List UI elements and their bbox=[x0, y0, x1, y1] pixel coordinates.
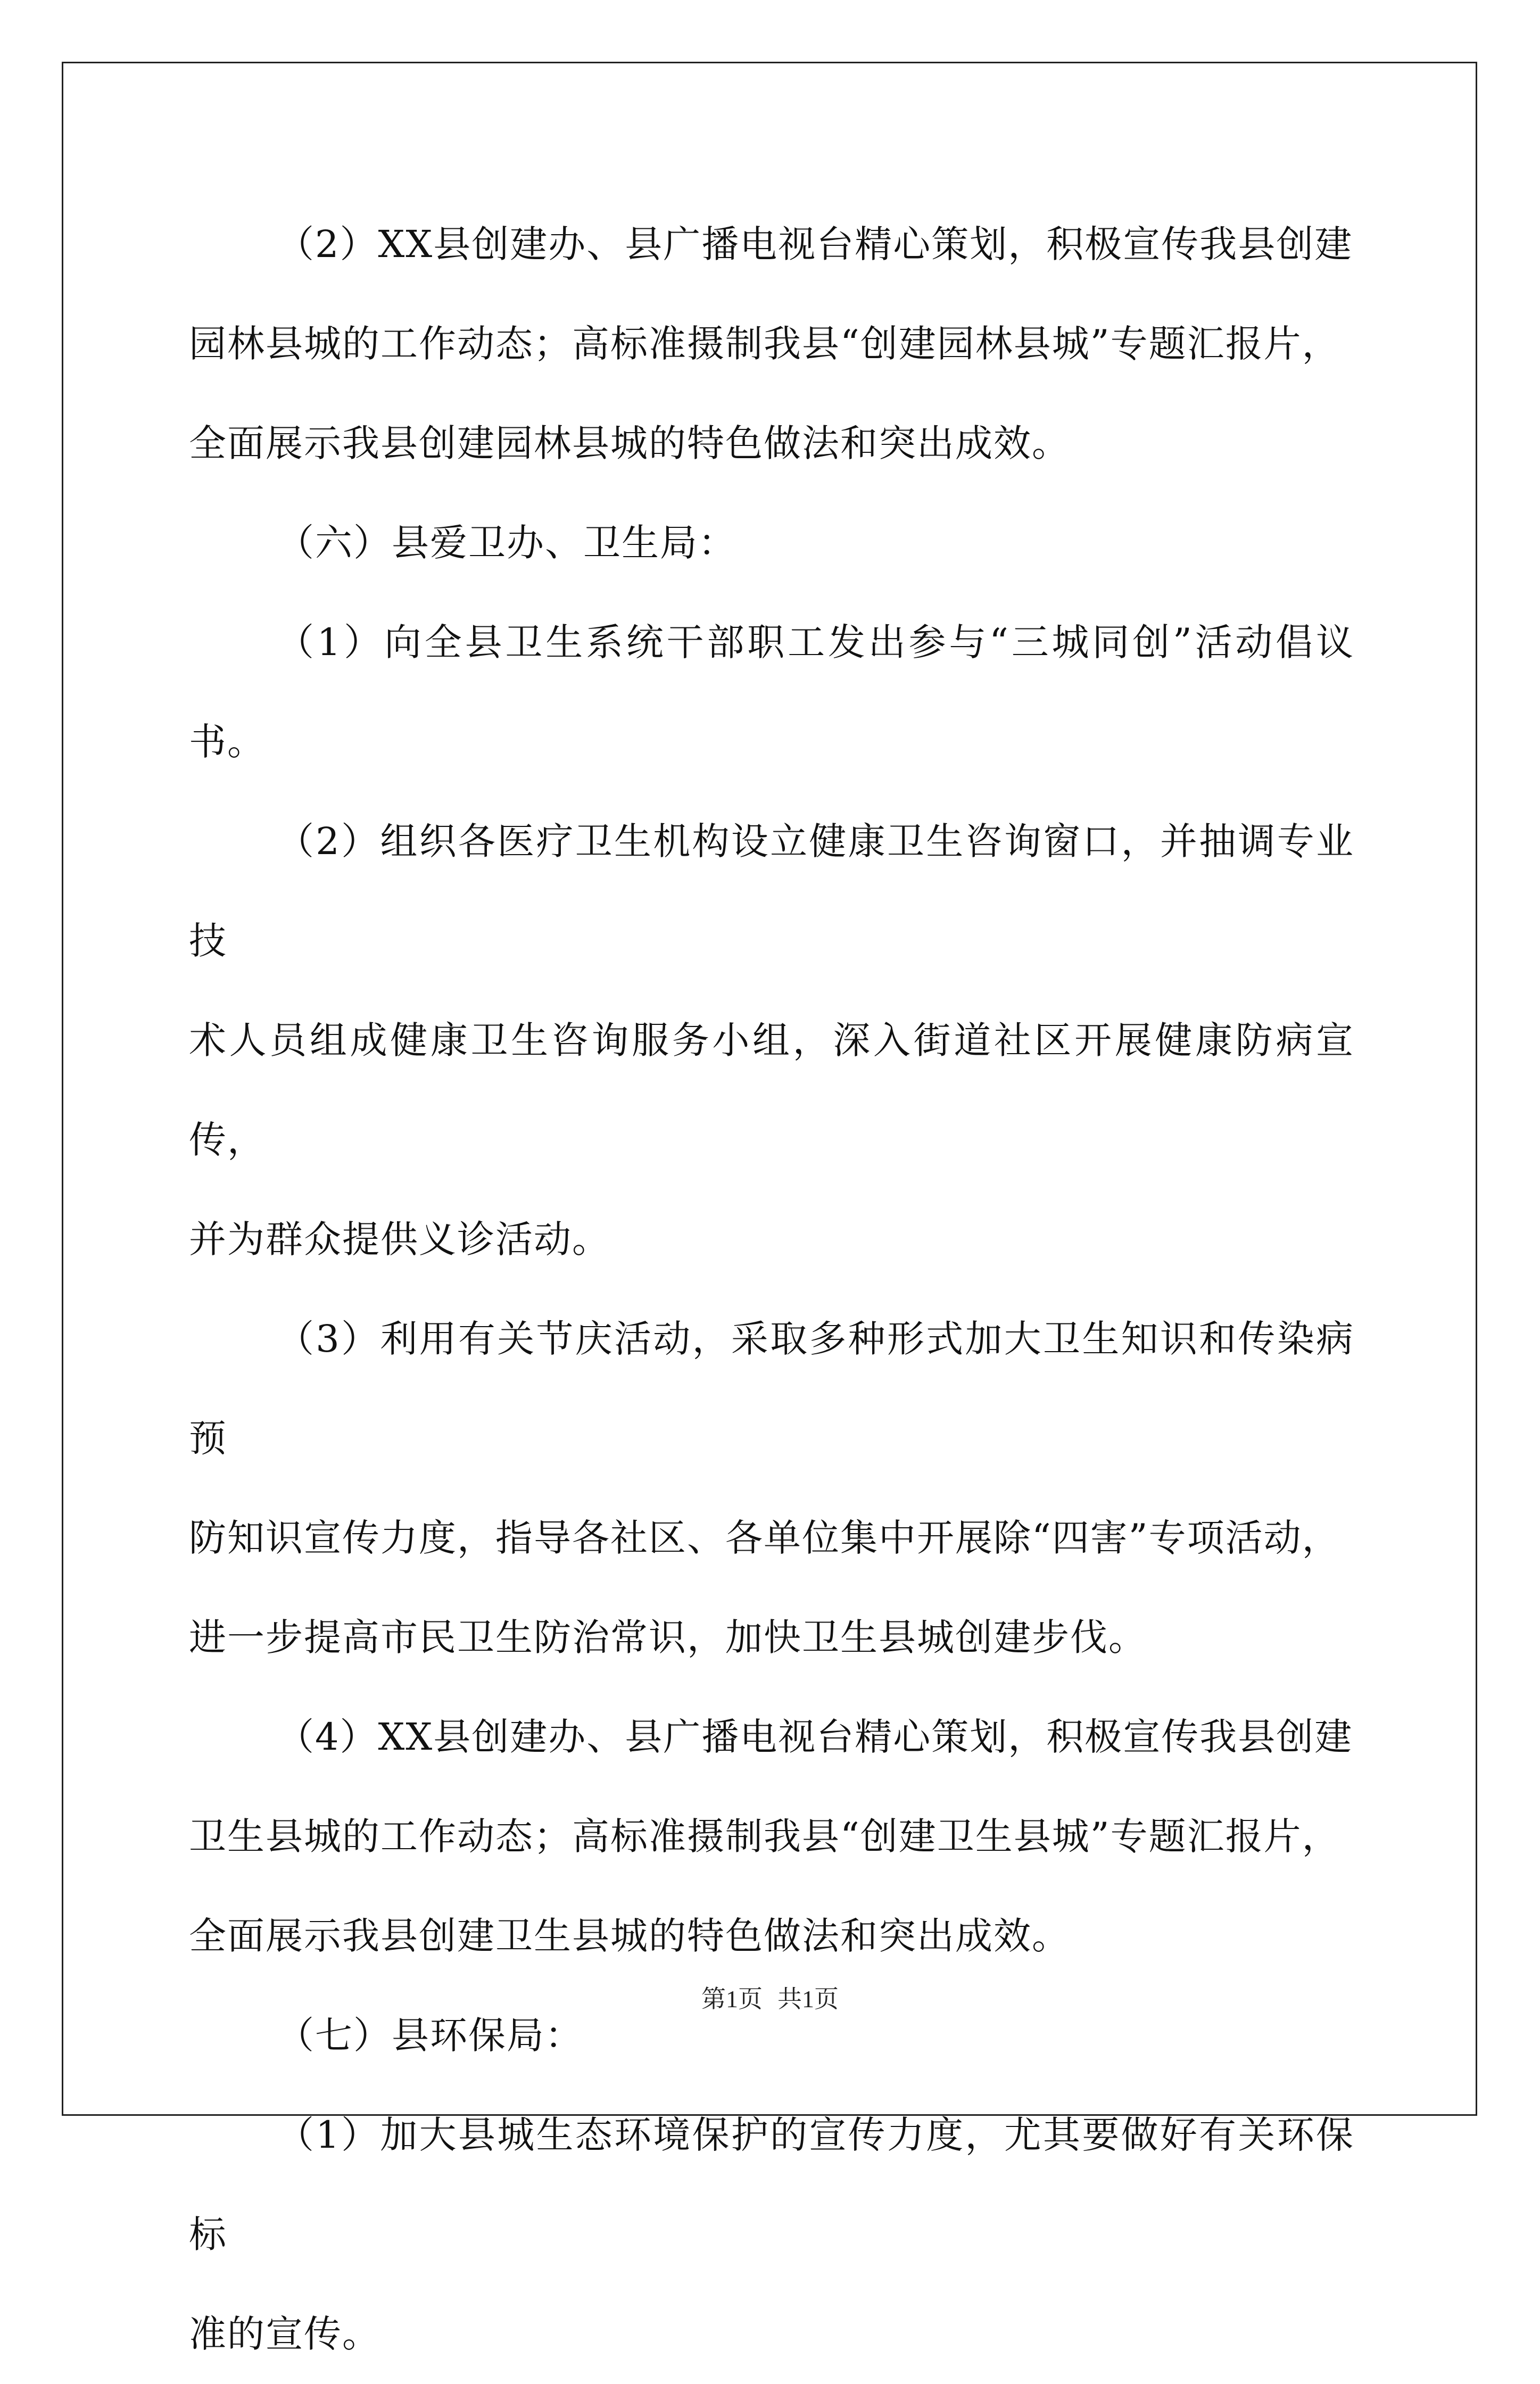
paragraph bbox=[189, 1687, 1354, 1986]
text-line: 全面展示我县创建卫生县城的特色做法和突出成效。 bbox=[189, 1914, 1070, 1958]
text-line: 园林县城的工作动态；高标准摄制我县“创建园林县城”专题汇报片， bbox=[189, 322, 1340, 366]
text-line: （2）组织各医疗卫生机构设立健康卫生咨询窗口，并抽调专业技 bbox=[189, 820, 1354, 963]
text-line: 进一步提高市民卫生防治常识，加快卫生县城创建步伐。 bbox=[189, 1616, 1147, 1659]
paragraph bbox=[189, 1289, 1354, 1687]
text-line: 防知识宣传力度，指导各社区、各单位集中开展除“四害”专项活动， bbox=[189, 1516, 1340, 1560]
text-line: （4）XX县创建办、县广播电视台精心策划，积极宣传我县创建 bbox=[277, 1715, 1353, 1759]
page-footer bbox=[0, 1980, 1540, 2015]
paragraph bbox=[189, 195, 1354, 493]
document-body bbox=[189, 195, 1354, 2384]
text-line: 并为群众提供义诊活动。 bbox=[189, 1218, 610, 1261]
paragraph bbox=[189, 593, 1354, 792]
page-total: 共1页 bbox=[777, 1985, 839, 2013]
text-line: 术人员组成健康卫生咨询服务小组，深入街道社区开展健康防病宣传， bbox=[189, 1019, 1354, 1162]
paragraph bbox=[189, 2085, 1354, 2384]
paragraph bbox=[189, 792, 1354, 1289]
text-line: 卫生县城的工作动态；高标准摄制我县“创建卫生县城”专题汇报片， bbox=[189, 1815, 1340, 1858]
text-line: （1）向全县卫生系统干部职工发出参与“三城同创”活动倡议书。 bbox=[189, 620, 1354, 764]
text-line: 全面展示我县创建园林县城的特色做法和突出成效。 bbox=[189, 421, 1070, 465]
text-line: （七）县环保局： bbox=[277, 2014, 583, 2057]
text-line: （3）利用有关节庆活动，采取多种形式加大卫生知识和传染病预 bbox=[189, 1317, 1354, 1460]
section-heading bbox=[189, 493, 1354, 593]
page-number: 第1页 bbox=[701, 1985, 763, 2013]
text-line: （1）加大县城生态环境保护的宣传力度，尤其要做好有关环保标 bbox=[189, 2113, 1354, 2256]
text-line: 准的宣传。 bbox=[189, 2312, 380, 2356]
text-line: （六）县爱卫办、卫生局： bbox=[277, 521, 736, 565]
text-line: （2）XX县创建办、县广播电视台精心策划，积极宣传我县创建 bbox=[277, 222, 1353, 266]
